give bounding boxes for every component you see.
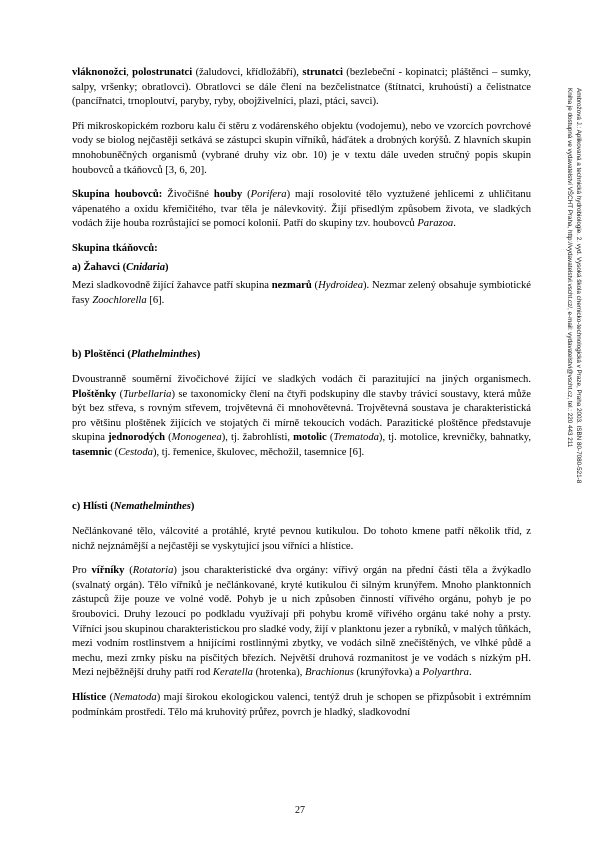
latin-name: Polyarthra (422, 667, 469, 679)
text: a) Žahavci ( (72, 261, 127, 273)
text: ), tj. řemenice, škulovec, měchožil, tasemnice [6]. (152, 446, 365, 458)
latin-name: Turbellaria (123, 388, 172, 400)
text: Mezi sladkovodně žijící žahavce patří skupina (72, 280, 272, 292)
text: (krunýřovka) a (353, 667, 423, 679)
heading-zahavci (72, 261, 531, 276)
text: b) Ploštěnci ( (72, 349, 131, 361)
text: ) (190, 501, 195, 513)
paragraph-hlisti-intro: Nečlánkované tělo, válcovité a protáhlé, kryté pevnou kutikulou. Do tohoto kmene patří několik tříd, z nichž nejznámější a nejčastěji se vyskytující jsou vířníci a hlístice. (72, 526, 531, 552)
bold-term: motolic (293, 432, 327, 444)
text: ) mají širokou ekologickou valenci, tentýž druh je schopen se přizpůsobit i extrémním podmínkám prostředí. Tělo má kruhovitý průřez, povrch je hladký, sladkovodní (72, 692, 531, 718)
bold-term: nezmarů (271, 280, 312, 292)
text: ( (106, 692, 114, 703)
latin-name: Rotatoria (132, 565, 174, 577)
latin-name: Nematoda (113, 692, 157, 703)
side-citation (566, 88, 582, 648)
text: ) jsou charakteristické dva orgány: vířivý orgán na přední části těla a žvýkadlo (svalnatý orgán). Tělo vířníků je nečlánkované, kryté kutikulou či silným krunýřem. Mnoho planktonních zástupců žije pouze ve volné vodě. Pohyb je u nich způsoben činností vířivého orgánu, pohyb je po šroubovici. Druhy lezoucí po podkladu využívají při pohybu kromě vířivého orgánu také nohy a prsty. Vířníci jsou skupinou charakteristickou pro sladké vody, žijí v planktonu jezer a rybníků, v malých tůňkách, mezi vodním rostlinstvem a hnijícími rostlinnými zbytky, ve vodách silně znečištěných, ve vlhké půdě a mechu, mezi zrnky písku na písčitých březích. Největší druhová rozmanitost je ve vodách s nízkým pH. Mezi nejběžnější druhy patří rod (72, 565, 531, 679)
latin-name: Monogenea (171, 432, 222, 444)
bold-term: polostrunatci (132, 67, 193, 78)
latin-name: Brachionus (305, 667, 354, 679)
bold-term: Skupina houbovců: (72, 189, 163, 201)
text: ( (242, 189, 251, 201)
text: (hrotenka), (252, 667, 306, 679)
text: Pro (72, 565, 92, 577)
text: c) Hlísti ( (72, 501, 114, 513)
latin-name: Keratella (212, 667, 253, 679)
heading-tkanovci: Skupina tkáňovců: (72, 242, 158, 254)
page-number: 27 (295, 805, 305, 816)
bold-term: Ploštěnky (72, 388, 117, 400)
latin-name: Zoochlorella (92, 294, 147, 306)
paragraph-houbovci (72, 188, 531, 232)
latin-name: Nemathelminthes (113, 501, 191, 513)
paragraph-microscopy: Při mikroskopickém rozboru kalu či stěru z vodárenského objektu (vodojemu), nebo ve vzorcích povrchové vody se biolog nejčastěji setkává se zástupci skupin vířníků, háďátek a drobných korýšů. Z hlavních skupin mnohobuněčných organismů (vybrané druhy viz obr. 10) je v textu dále uveden stručný popis skupin houbovců a tkáňovců [3, 6, 20]. (72, 120, 531, 176)
heading-hlisti (72, 500, 531, 515)
page-body (72, 66, 531, 720)
bold-term: Hlístice (72, 692, 107, 703)
latin-name: Hydroidea (318, 280, 364, 292)
latin-name: Cnidaria (126, 261, 166, 273)
text: ( (165, 432, 172, 444)
text: ( (311, 280, 319, 292)
text: [6]. (146, 294, 165, 306)
text: ) (196, 349, 201, 361)
latin-name: Plathelminthes (130, 349, 197, 361)
text: . (468, 667, 472, 679)
text: ( (112, 446, 119, 458)
latin-name: Porifera (250, 189, 287, 201)
text: ), tj. žabrohlísti, (221, 432, 294, 444)
bold-term: tasemnic (72, 446, 113, 458)
bold-term: strunatci (302, 67, 343, 78)
heading-plostenci (72, 348, 531, 363)
latin-name: Trematoda (333, 432, 379, 444)
text: Dvoustranně souměrní živočichové žijící ve sladkých vodách či parazitující na jiných organismech. (72, 373, 531, 385)
text: (bezlebeční - kopinatci; pláštěnci – sumky, salpy, vršenky; obratlovci). Obratlovci se dále člení na bezčelistnatce (štítnatci, kruhoústí) a čelistnatce (pancířnatci, trnoploutví, paryby, ryby, obojživelníci, plazi, ptáci, savci). (72, 67, 531, 108)
bold-term: vláknonožci (72, 67, 127, 78)
text: . (453, 218, 456, 230)
text: ( (116, 388, 124, 400)
text: , (126, 67, 133, 78)
text: (žaludovci, křídložábří), (192, 67, 303, 78)
paragraph-hlistice (72, 691, 531, 720)
text: ( (124, 565, 133, 577)
paragraph-taxonomy (72, 66, 531, 110)
bold-term: houby (213, 189, 243, 201)
text: ) mají rosolovité tělo vyztužené jehlicemi z uhličitanu vápenatého a oxidu křemičitého, tvar těla je nálevkovitý. Žijí přisedlým způsobem života, ve sladkých vodách žije houba rozrůstající se pomocí kolonií. Patří do skupiny tzv. houbovců (72, 189, 531, 230)
text: ) se taxonomicky člení na čtyři podskupiny dle stavby trávicí soustavy, která může být bez střeva, s rovným střevem, trojvětevná či mnohovětevná. Trojvětevná soustava je charakteristická pro většinu ploštěnek žijících ve stojatých či mírně tekoucích vodách. Parazitické ploštěnce představuje skupina (72, 388, 531, 444)
text: ). Nezmar zelený obsahuje symbiotické řasy (72, 280, 531, 306)
latin-name: Parazoa (417, 218, 454, 230)
citation-line-2: Kniha je dostupná ve vydavatelství VŠCHT Praha, http://vydavatelstvi.vscht.cz/, e-mail: vydavatelstvi@vscht.cz, tel.: 220 443 211 (566, 88, 574, 448)
citation-line-1: Ambrožová J.: Aplikovaná a technická hydrobiologie. 2. vyd. Vysoká škola chemicko-technologická v Praze, Praha 2003. ISBN 80-7080-521-8 (575, 88, 582, 484)
bold-term: vířníky (91, 565, 125, 577)
text: ), tj. motolice, krevničky, bahnatky, (378, 432, 531, 444)
latin-name: Cestoda (118, 446, 153, 458)
text: ( (326, 432, 334, 444)
paragraph-virnici (72, 564, 531, 681)
paragraph-plostenci (72, 373, 531, 461)
text: ) (165, 261, 169, 273)
text: Živočišné (162, 189, 214, 201)
bold-term: jednorodých (108, 432, 165, 444)
paragraph-zahavci (72, 279, 531, 308)
